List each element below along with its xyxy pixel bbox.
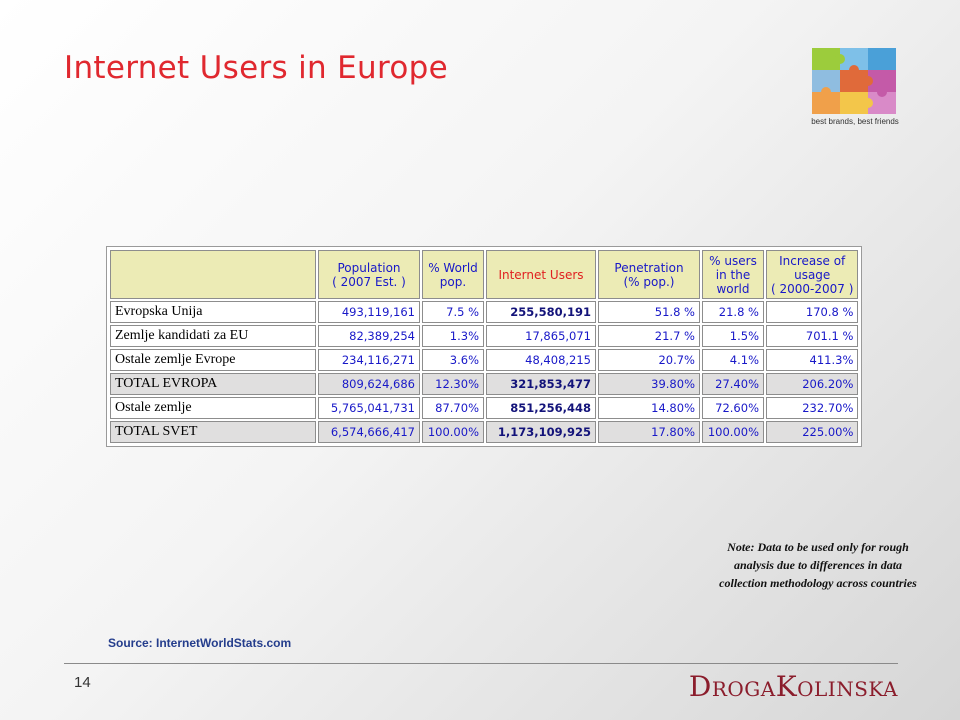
row-label: Ostale zemlje <box>110 397 316 419</box>
row-label: TOTAL SVET <box>110 421 316 443</box>
cell-increase: 232.70% <box>766 397 858 419</box>
cell-users: 851,256,448 <box>486 397 596 419</box>
header-line: Increase of <box>779 253 846 268</box>
cell-increase: 411.3% <box>766 349 858 371</box>
cell-penetration: 39.80% <box>598 373 700 395</box>
header-population <box>318 250 420 299</box>
cell-population: 6,574,666,417 <box>318 421 420 443</box>
cell-penetration: 51.8 % <box>598 301 700 323</box>
header-line: Penetration <box>614 260 684 275</box>
cell-users: 321,853,477 <box>486 373 596 395</box>
table-row <box>110 349 858 371</box>
slide-title: Internet Users in Europe <box>64 50 448 86</box>
cell-penetration: 21.7 % <box>598 325 700 347</box>
table-row <box>110 373 858 395</box>
cell-world-pop: 1.3% <box>422 325 484 347</box>
cell-users: 17,865,071 <box>486 325 596 347</box>
logo-tagline: best brands, best friends <box>811 117 899 126</box>
cell-population: 82,389,254 <box>318 325 420 347</box>
cell-penetration: 14.80% <box>598 397 700 419</box>
table-row <box>110 421 858 443</box>
cell-world-pop: 7.5 % <box>422 301 484 323</box>
cell-users-world: 21.8 % <box>702 301 764 323</box>
brand-logo: DrogaKolinska <box>688 670 898 703</box>
header-increase <box>766 250 858 299</box>
row-label: Ostale zemlje Evrope <box>110 349 316 371</box>
header-line: % World <box>428 260 478 275</box>
cell-users-world: 4.1% <box>702 349 764 371</box>
cell-users-world: 100.00% <box>702 421 764 443</box>
cell-users-world: 1.5% <box>702 325 764 347</box>
header-blank <box>110 250 316 299</box>
cell-population: 809,624,686 <box>318 373 420 395</box>
table-header-row <box>110 250 858 299</box>
header-line: ( 2007 Est. ) <box>332 274 406 289</box>
header-line: Internet Users <box>498 267 584 282</box>
table-row <box>110 301 858 323</box>
cell-users: 1,173,109,925 <box>486 421 596 443</box>
cell-penetration: 17.80% <box>598 421 700 443</box>
cell-increase: 701.1 % <box>766 325 858 347</box>
table-row <box>110 325 858 347</box>
cell-increase: 225.00% <box>766 421 858 443</box>
cell-world-pop: 100.00% <box>422 421 484 443</box>
header-users-world <box>702 250 764 299</box>
cell-population: 234,116,271 <box>318 349 420 371</box>
row-label: Evropska Unija <box>110 301 316 323</box>
header-line: ( 2000-2007 ) <box>771 281 854 296</box>
cell-users-world: 72.60% <box>702 397 764 419</box>
cell-users-world: 27.40% <box>702 373 764 395</box>
data-table-container <box>106 246 862 447</box>
header-world-pop <box>422 250 484 299</box>
cell-users: 255,580,191 <box>486 301 596 323</box>
header-internet-users <box>486 250 596 299</box>
cell-population: 493,119,161 <box>318 301 420 323</box>
cell-users: 48,408,215 <box>486 349 596 371</box>
row-label: TOTAL EVROPA <box>110 373 316 395</box>
header-penetration <box>598 250 700 299</box>
cell-world-pop: 87.70% <box>422 397 484 419</box>
header-line: world <box>716 281 750 296</box>
internet-users-table <box>108 248 860 445</box>
header-line: pop. <box>439 274 467 289</box>
source-text: Source: InternetWorldStats.com <box>108 636 292 650</box>
header-line: usage <box>794 267 831 282</box>
header-line: Population <box>337 260 401 275</box>
cell-increase: 170.8 % <box>766 301 858 323</box>
note-text: Note: Data to be used only for rough analysis due to differences in data collection methodology across countries <box>719 540 917 590</box>
cell-penetration: 20.7% <box>598 349 700 371</box>
header-line: (% pop.) <box>623 274 675 289</box>
cell-increase: 206.20% <box>766 373 858 395</box>
cell-world-pop: 3.6% <box>422 349 484 371</box>
cell-population: 5,765,041,731 <box>318 397 420 419</box>
table-row <box>110 397 858 419</box>
footer-divider <box>64 663 898 664</box>
cell-world-pop: 12.30% <box>422 373 484 395</box>
page-number: 14 <box>74 674 91 691</box>
row-label: Zemlje kandidati za EU <box>110 325 316 347</box>
header-line: % users <box>709 253 757 268</box>
header-line: in the <box>715 267 751 282</box>
